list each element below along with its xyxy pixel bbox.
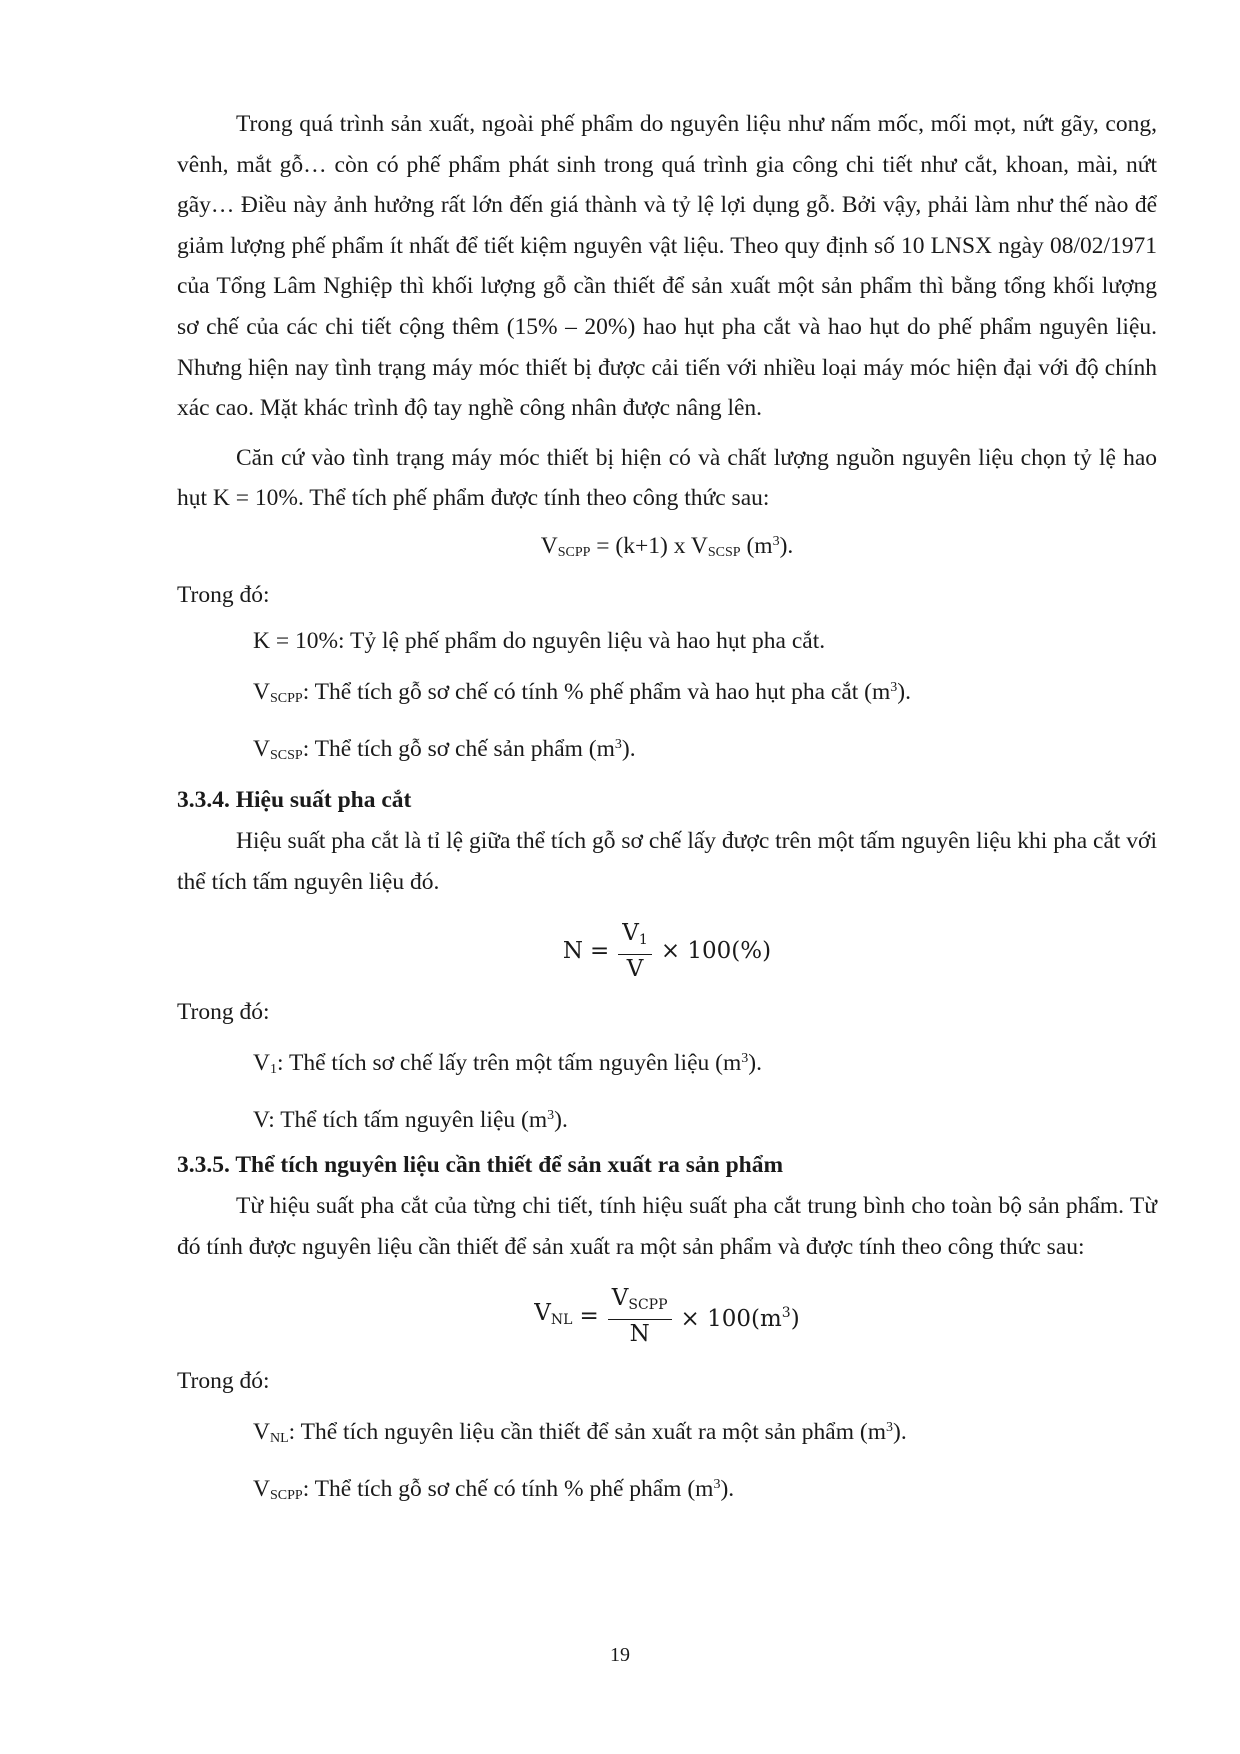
- definition-vscsp: $V_{SCSP}$: Thể tích gỗ sơ chế sản phẩm $(m^3)$.: [253, 735, 636, 763]
- definition-vscpp: $V_{SCPP}$: Thể tích gỗ sơ chế có tính % phế phẩm và hao hụt pha cắt $(m^3)$.: [253, 678, 911, 706]
- where-label: Trong đó:: [177, 581, 270, 608]
- definition-vnl: $V_{NL}$: Thể tích nguyên liệu cần thiết để sản xuất ra một sản phẩm $(m^3)$.: [253, 1419, 907, 1447]
- formula-vscpp: $V_{SCPP} = (k+1)$ x $V_{SCSP}$ $(m^3)$.: [540, 532, 794, 560]
- formula-vnl: VNL = $\frac{\text{VSCPP}}{N}$ × $100(m^3)$: [534, 1285, 800, 1348]
- definition-v: V: Thể tích tấm nguyên liệu $(m^3)$.: [253, 1107, 568, 1134]
- definition-v1: $V_1$: Thể tích sơ chế lấy trên một tấm nguyên liệu $(m^3)$.: [253, 1050, 762, 1078]
- paragraph-cutting-efficiency: Hiệu suất pha cắt là tỉ lệ giữa thể tích gỗ sơ chế lấy được trên một tấm nguyên liệu khi pha cắt với thể tích tấm nguyên liệu đó.: [177, 827, 1157, 895]
- formula-efficiency: N = $\frac{V1}{V}$ × 100(%): [562, 920, 772, 983]
- section-heading-3-3-5: 3.3.5. Thể tích nguyên liệu cần thiết để sản xuất ra sản phẩm: [177, 1152, 784, 1179]
- definition-vscpp-2: $V_{SCPP}$: Thể tích gỗ sơ chế có tính % phế phẩm $(m^3)$.: [253, 1476, 735, 1504]
- section-heading-3-3-4: 3.3.4. Hiệu suất pha cắt: [177, 786, 412, 813]
- paragraph-material-volume: Từ hiệu suất pha cắt của từng chi tiết, tính hiệu suất pha cắt trung bình cho toàn bộ sản phẩm. Từ đó tính được nguyên liệu cần thiết để sản xuất ra một sản phẩm và được tính theo công thức sau:: [177, 1193, 1157, 1260]
- paragraph-loss-rate: Căn cứ vào tình trạng máy móc thiết bị hiện có và chất lượng nguồn nguyên liệu chọn tỷ lệ hao hụt K = 10%. Thể tích phế phẩm được tính theo công thức sau:: [177, 444, 1157, 512]
- where-label: Trong đó:: [177, 999, 270, 1026]
- definition-k: K = 10%: Tỷ lệ phế phẩm do nguyên liệu và hao hụt pha cắt.: [253, 627, 826, 654]
- page-number: 19: [610, 1644, 630, 1666]
- document-page: [177, 104, 1157, 1516]
- paragraph-waste-overview: Trong quá trình sản xuất, ngoài phế phẩm do nguyên liệu như nấm mốc, mối mọt, nứt gãy, cong, vênh, mắt gỗ… còn có phế phẩm phát sinh trong quá trình gia công chi tiết như cắt, khoan, mài, nứt gãy… Điều này ảnh hưởng rất lớn đến giá thành và tỷ lệ lợi dụng gỗ. Bởi vậy, phải làm như thế nào để giảm lượng phế phẩm ít nhất để tiết kiệm nguyên vật liệu. Theo quy định số 10 LNSX ngày 08/02/1971 của Tổng Lâm Nghiệp thì khối lượng gỗ cần thiết để sản xuất một sản phẩm thì bằng tổng khối lượng sơ chế của các chi tiết cộng thêm (15% – 20%) hao hụt pha cắt và hao hụt do phế phẩm nguyên liệu. Nhưng hiện nay tình trạng máy móc thiết bị được cải tiến với nhiều loại máy móc hiện đại với độ chính xác cao. Mặt khác trình độ tay nghề công nhân được nâng lên.: [177, 111, 1157, 422]
- fraction-v1-over-v: $\frac{V1}{V}$: [618, 920, 652, 982]
- where-label: Trong đó:: [177, 1368, 270, 1395]
- fraction-vscpp-over-n: $\frac{\text{VSCPP}}{N}$: [608, 1285, 672, 1347]
